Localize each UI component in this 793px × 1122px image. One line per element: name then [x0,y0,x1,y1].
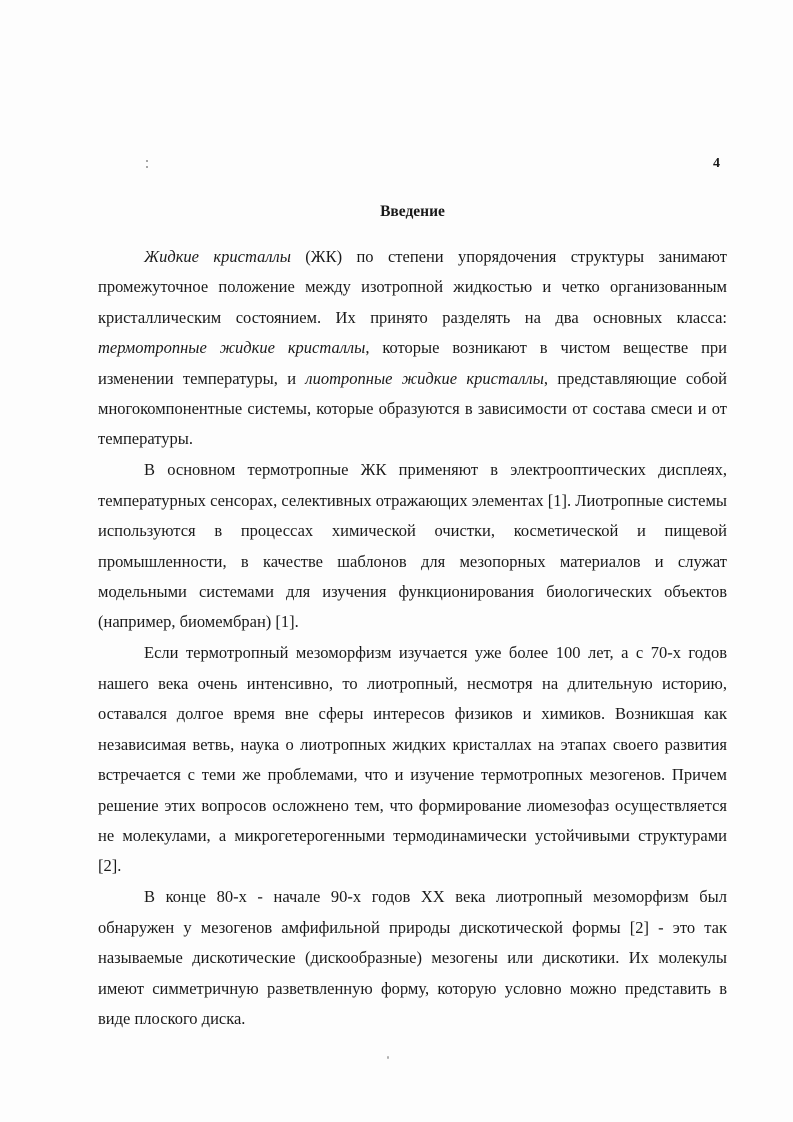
paragraph [98,882,727,1034]
paragraph [98,242,727,455]
scan-speck [387,1056,389,1059]
page-number: 4 [713,156,720,171]
text-run: , которые возникают в чистом веществе при изменении температуры, и [98,338,727,388]
italic-term: Жидкие кристаллы [144,247,291,266]
text-run: (ЖК) по степени упорядочения структуры занимают промежуточное положение между изотропной жидкостью и четко организованным кристаллическим состоянием. Их принято разделять на два основных класса: [98,247,727,327]
text-run: , представляющие собой многокомпонентные системы, которые образуются в зависимости от состава смеси и от температуры. [98,368,727,449]
section-title: Введение [380,203,445,220]
text-run: В основном термотропные ЖК применяют в электрооптических дисплеях, температурных сенсорах, селективных отражающих элементах [1]. Лиотропные системы используются в процессах химической очистки, косметической и пищевой промышленности, в качестве шаблонов для мезопорных материалов и служат модельными системами для изучения функционирования биологических объектов (например, биомембран) [1]. [98,460,727,632]
paragraph [98,455,727,637]
italic-term: термотропные жидкие кристаллы [98,338,366,358]
text-run: В конце 80-х - начале 90-х годов XX века лиотропный мезоморфизм был обнаружен у мезогенов амфифильной природы дискотической формы [2] - это так называемые дискотические (дискообразные) мезогены или дискотики. Их молекулы имеют симметричную разветвленную форму, которую условно можно представить в виде плоского диска. [98,887,727,1028]
scan-speck [146,166,148,168]
scan-speck [146,160,148,162]
paragraph [98,638,727,881]
body-text [98,242,727,1034]
italic-term: лиотропные жидкие кристаллы [305,368,544,388]
text-run: Если термотропный мезоморфизм изучается уже более 100 лет, а с 70-х годов нашего века очень интенсивно, то лиотропный, несмотря на длительную историю, оставался долгое время вне сферы интересов физиков и химиков. Возникшая как независимая ветвь, наука о лиотропных жидких кристаллах на этапах своего развития встречается с теми же проблемами, что и изучение термотропных мезогенов. Причем решение этих вопросов осложнено тем, что формирование лиомезофаз осуществляется не молекулами, а микрогетерогенными термодинамически устойчивыми структурами [2]. [98,643,727,876]
